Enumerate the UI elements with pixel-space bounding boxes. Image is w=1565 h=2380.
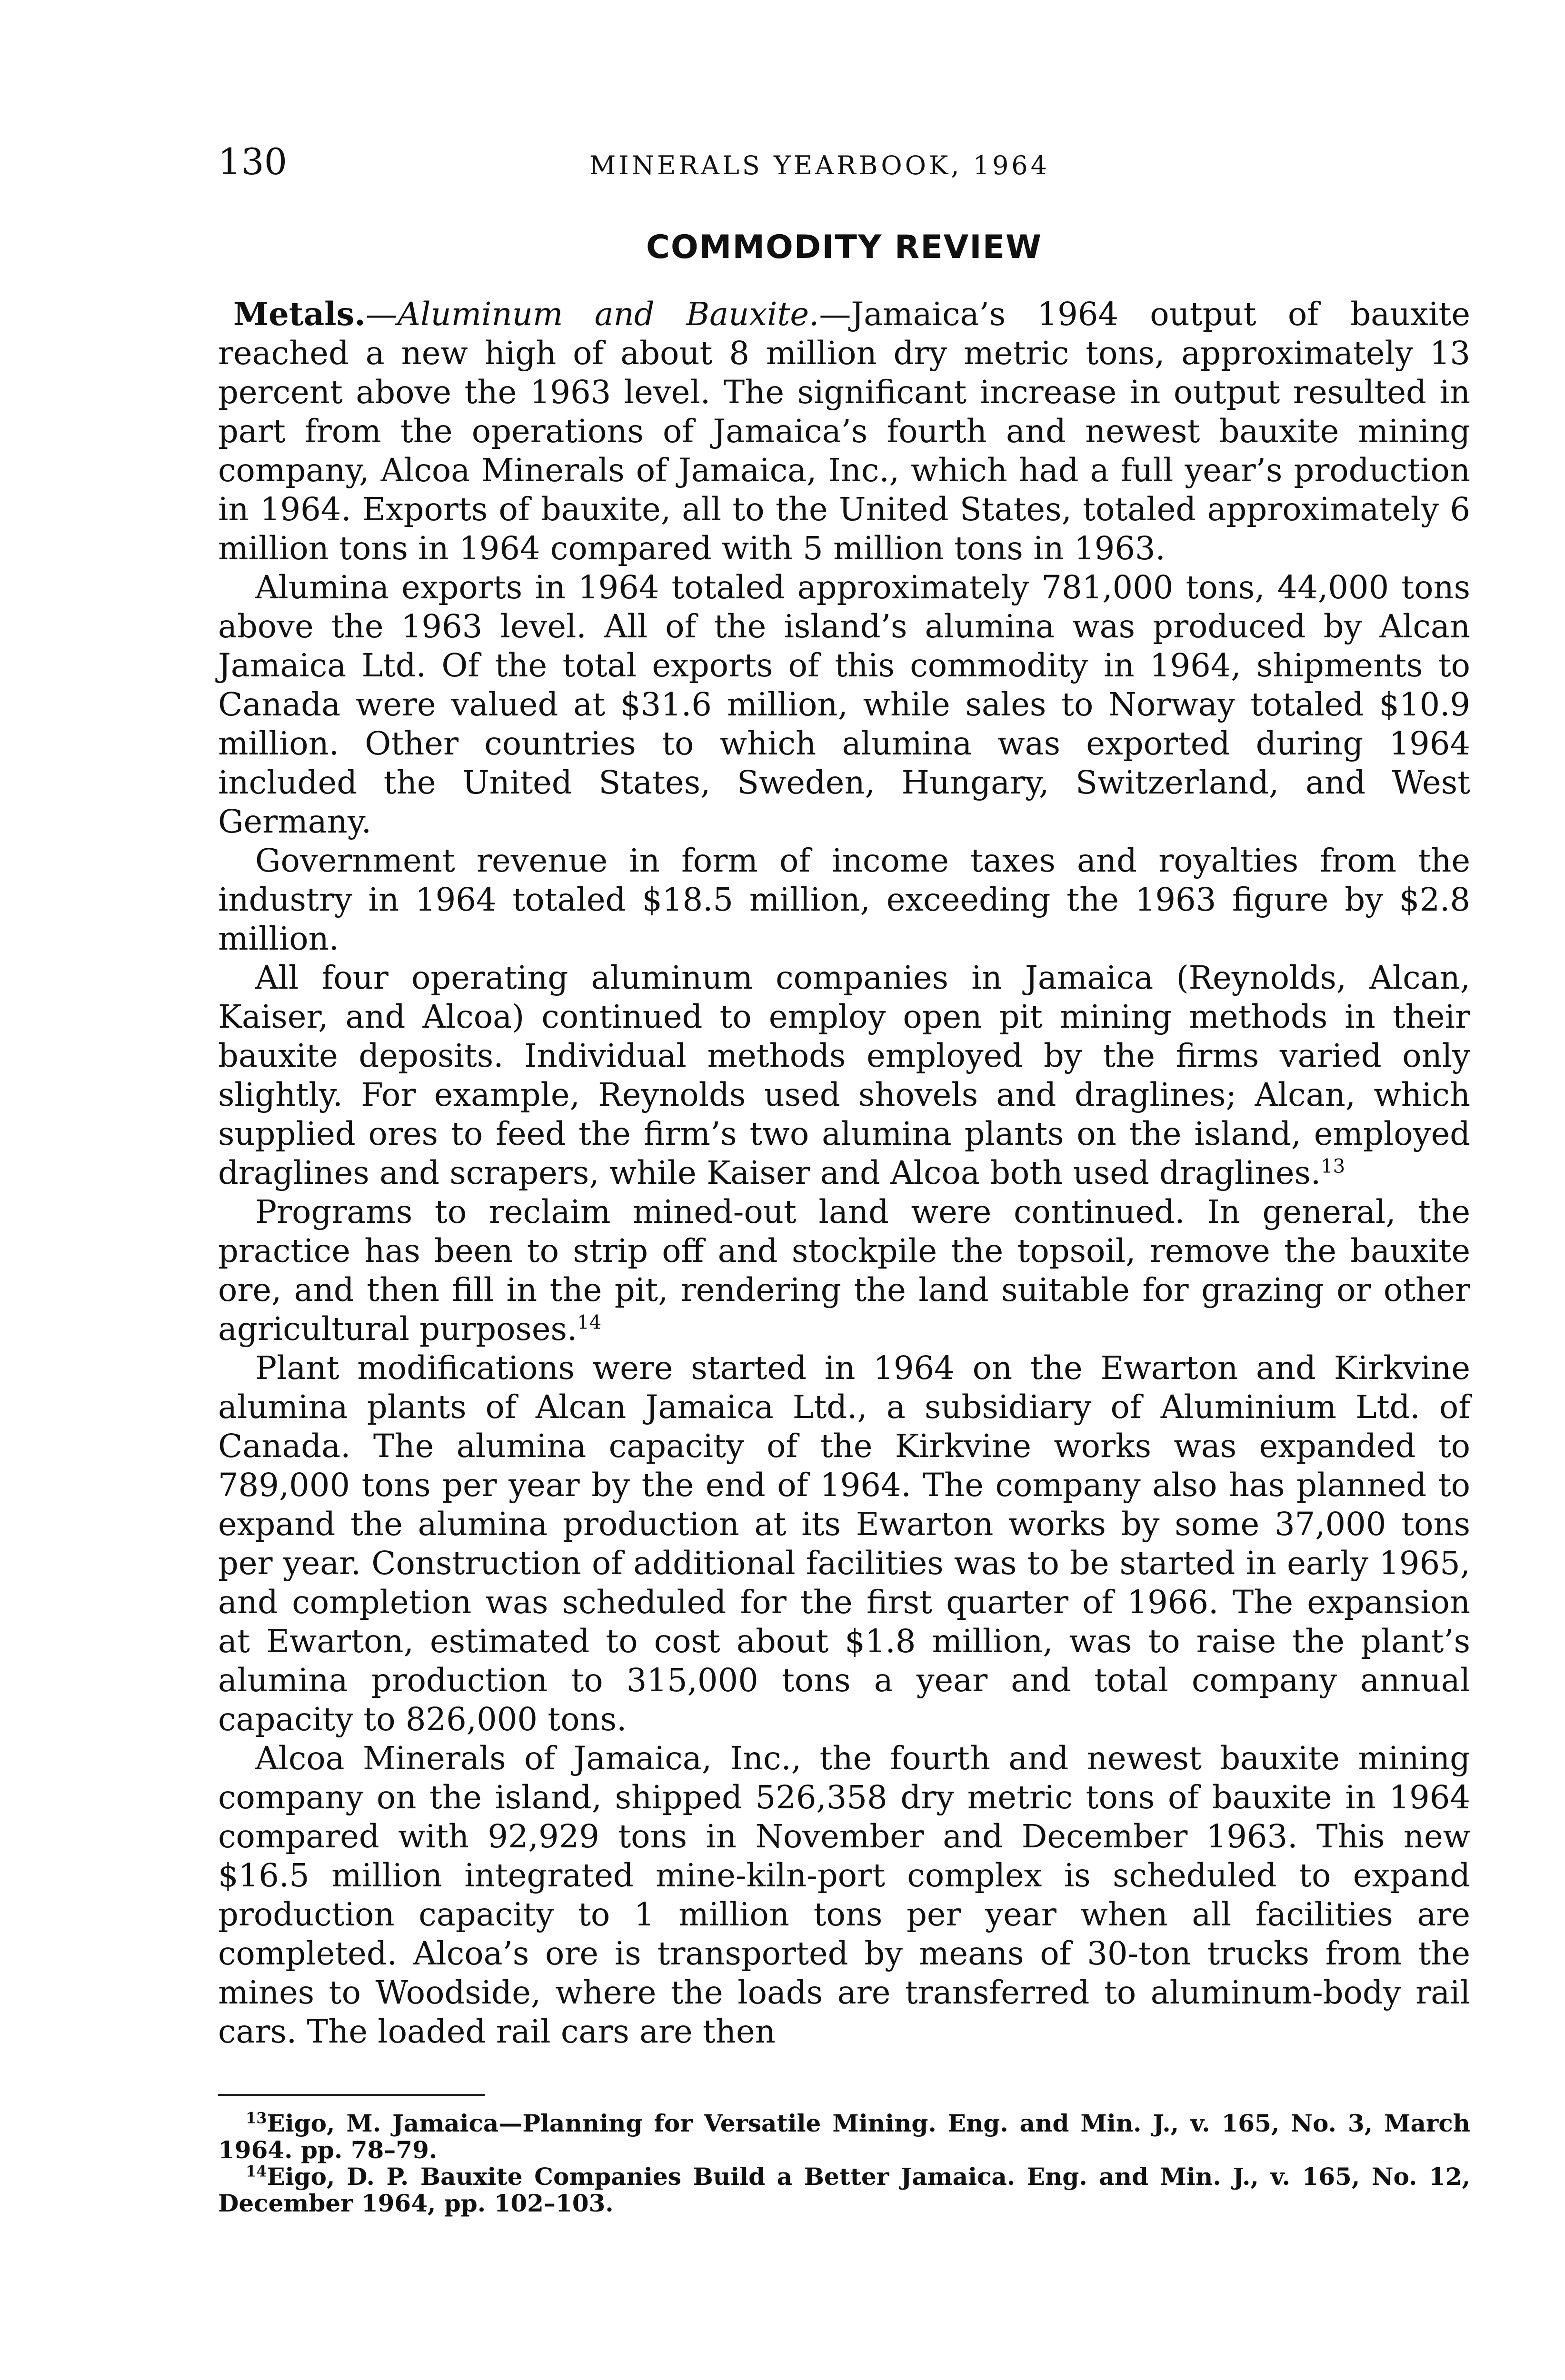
page-number: 130 [218,140,288,183]
paragraph-text: Alumina exports in 1964 totaled approximately 781,000 tons, 44,000 tons above the 1963 level. All of the island’s alumina was produced by Alcan Jamaica Ltd. Of the total exports of this commodity in 1964, shipments to Canada were valued at $31.6 million, while sales to Norway totaled $10.9 million. Other countries to which alumina was exported during 1964 included the United States, Sweden, Hungary, Switzerland, and West Germany. [218,569,1470,840]
paragraph [218,1349,1470,1739]
paragraph [218,295,1470,568]
footnote-reference[interactable]: 14 [577,1311,602,1334]
paragraph [218,841,1470,958]
footnote-text: Eigo, D. P. Bauxite Companies Build a Better Jamaica. Eng. and Min. J., v. 165, No. 12, December 1964, pp. 102–103. [218,2162,1470,2217]
paragraph-text: Programs to reclaim mined-out land were continued. In general, the practice has been to strip off and stockpile the topsoil, remove the bauxite ore, and then fill in the pit, rendering the land suitable for grazing or other agricultural purposes. [218,1193,1470,1348]
footnote-divider [218,2094,485,2096]
paragraph-text: Plant modifications were started in 1964 on the Ewarton and Kirkvine alumina plants of Alcan Jamaica Ltd., a subsidiary of Aluminium Ltd. of Canada. The alumina capacity of the Kirkvine works was expanded to 789,000 tons per year by the end of 1964. The company also has planned to expand the alumina production at its Ewarton works by some 37,000 tons per year. Construction of additional facilities was to be started in early 1965, and completion was scheduled for the first quarter of 1966. The expansion at Ewarton, estimated to cost about $1.8 million, was to raise the plant’s alumina production to 315,000 tons a year and total company annual capacity to 826,000 tons. [218,1349,1470,1738]
running-title: MINERALS YEARBOOK, 1964 [589,150,1050,180]
footnotes [218,2110,1470,2217]
page [218,138,1470,2217]
paragraph-text: Government revenue in form of income taxes and royalties from the industry in 1964 totaled $18.5 million, exceeding the 1963 figure by $2.8 million. [218,842,1470,957]
footnote-text: Eigo, M. Jamaica—Planning for Versatile Mining. Eng. and Min. J., v. 165, No. 3, March 1964. pp. 78–79. [218,2109,1470,2164]
paragraph [218,958,1470,1192]
paragraph [218,1192,1470,1349]
running-head [218,138,1470,190]
footnote [218,2110,1470,2163]
footnote-number: 14 [246,2162,267,2181]
paragraph-text: —Jamaica’s 1964 output of bauxite reached a new high of about 8 million dry metric tons, approximately 13 percent above the 1963 level. The significant increase in output resulted in part from the operations of Jamaica’s fourth and newest bauxite mining company, Alcoa Minerals of Jamaica, Inc., which had a full year’s production in 1964. Exports of bauxite, all to the United States, totaled approximately 6 million tons in 1964 compared with 5 million tons in 1963. [218,296,1470,567]
body-text [218,295,1470,2051]
footnote-reference[interactable]: 13 [1321,1155,1346,1178]
paragraph-text: All four operating aluminum companies in Jamaica (Reynolds, Alcan, Kaiser, and Alcoa) continued to employ open pit mining methods in their bauxite deposits. Individual methods employed by the firms varied only slightly. For example, Reynolds used shovels and draglines; Alcan, which supplied ores to feed the firm’s two alumina plants on the island, employed draglines and scrapers, while Kaiser and Alcoa both used draglines. [218,959,1470,1191]
footnote [218,2163,1470,2217]
run-in-subheading: —Aluminum and Bauxite. [365,296,819,333]
run-in-heading: Metals. [233,295,366,333]
paragraph [218,1739,1470,2051]
paragraph-text: Alcoa Minerals of Jamaica, Inc., the fourth and newest bauxite mining company on the island, shipped 526,358 dry metric tons of bauxite in 1964 compared with 92,929 tons in November and December 1963. This new $16.5 million integrated mine-kiln-port complex is scheduled to expand production capacity to 1 million tons per year when all facilities are completed. Alcoa’s ore is transported by means of 30-ton trucks from the mines to Woodside, where the loads are transferred to aluminum-body rail cars. The loaded rail cars are then [218,1740,1470,2050]
footnote-number: 13 [246,2109,267,2127]
section-title: COMMODITY REVIEW [646,228,1043,266]
paragraph [218,568,1470,841]
